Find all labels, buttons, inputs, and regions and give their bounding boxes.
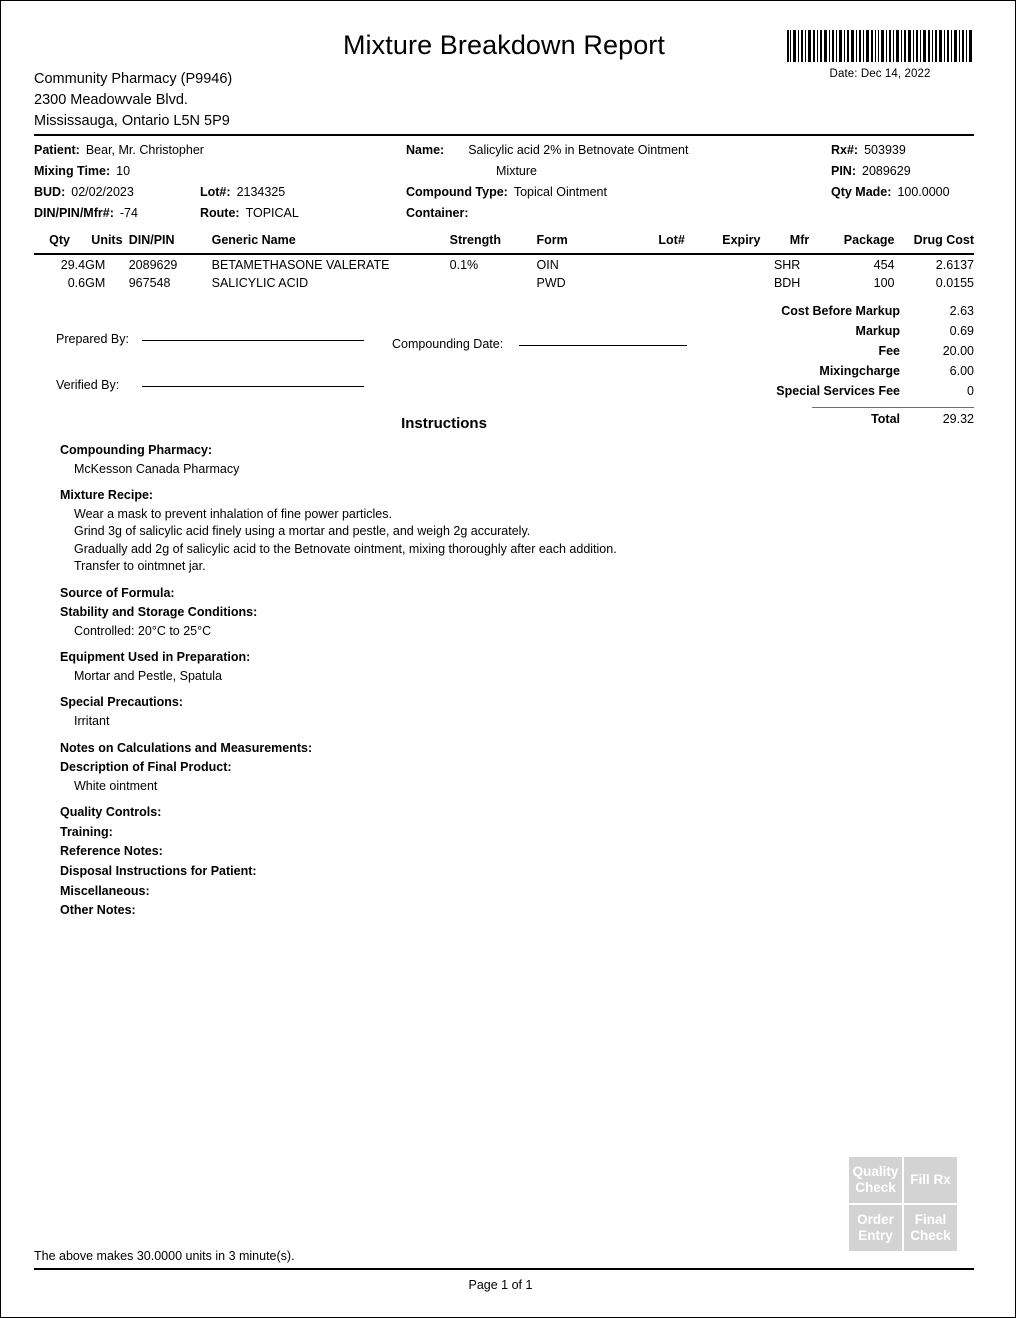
qty-made-field bbox=[831, 185, 950, 199]
cell-strength: 0.1% bbox=[449, 258, 479, 272]
info-row bbox=[34, 206, 974, 227]
bud-label: BUD: bbox=[34, 185, 66, 199]
din-pin-mfr-label: DIN/PIN/Mfr#: bbox=[34, 206, 114, 220]
total-divider bbox=[812, 407, 974, 408]
mixture-recipe-label: Mixture Recipe: bbox=[60, 488, 154, 503]
signature-area bbox=[34, 326, 734, 418]
route-label: Route: bbox=[200, 206, 240, 220]
compound-type-value: Topical Ointment bbox=[513, 185, 607, 199]
col-header-units: Units bbox=[91, 233, 123, 247]
training-label: Training: bbox=[60, 824, 113, 839]
col-header-drug-cost: Drug Cost bbox=[913, 233, 974, 247]
col-header-expiry: Expiry bbox=[722, 233, 761, 247]
footer-divider bbox=[34, 1268, 974, 1270]
table-header-row bbox=[34, 233, 974, 254]
cost-value: 20.00 bbox=[942, 344, 974, 358]
drug-ingredients-table bbox=[34, 233, 974, 291]
reference-notes-label: Reference Notes: bbox=[60, 844, 163, 859]
cell-form: PWD bbox=[536, 276, 566, 290]
cell-units: GM bbox=[85, 258, 106, 272]
quality-controls-label: Quality Controls: bbox=[60, 805, 162, 820]
spacer bbox=[60, 731, 760, 739]
cost-row bbox=[734, 364, 974, 384]
instructions-section bbox=[60, 441, 760, 921]
verified-by-label: Verified By: bbox=[56, 378, 120, 392]
cell-lot bbox=[634, 273, 708, 291]
cell-din-pin: 967548 bbox=[128, 276, 171, 290]
pin-label: PIN: bbox=[831, 164, 856, 178]
compound-type-label: Compound Type: bbox=[406, 185, 508, 199]
cell-qty: 0.6 bbox=[67, 276, 86, 290]
page-number: Page 1 of 1 bbox=[468, 1278, 533, 1292]
header-divider bbox=[34, 134, 974, 136]
pharmacy-address-block bbox=[34, 69, 232, 132]
mixture-recipe-line: Transfer to ointmnet jar. bbox=[74, 559, 206, 574]
cell-mfr: BDH bbox=[773, 276, 801, 290]
description-group bbox=[60, 758, 760, 795]
mixture-recipe-line: Grind 3g of salicylic acid finely using a mortar and pestle, and weigh 2g accurately. bbox=[74, 524, 531, 539]
barcode-area bbox=[786, 30, 974, 80]
pin-field bbox=[831, 164, 911, 178]
prescription-info bbox=[34, 143, 974, 227]
rx-value: 503939 bbox=[864, 143, 906, 157]
fill-rx-button[interactable]: Fill Rx bbox=[903, 1156, 958, 1204]
pin-value: 2089629 bbox=[862, 164, 911, 178]
notes-calculations-label: Notes on Calculations and Measurements: bbox=[60, 740, 313, 755]
cost-label: Mixingcharge bbox=[819, 364, 900, 378]
cell-expiry bbox=[709, 273, 774, 291]
equipment-value: Mortar and Pestle, Spatula bbox=[74, 668, 222, 683]
mixture-recipe-group bbox=[60, 486, 760, 576]
din-pin-mfr-value: -74 bbox=[119, 206, 138, 220]
mixture-recipe-line: Gradually add 2g of salicylic acid to the Betnovate ointment, mixing thoroughly after each addition. bbox=[74, 541, 617, 556]
cell-drug-cost: 2.6137 bbox=[935, 258, 974, 272]
compounding-pharmacy-group bbox=[60, 441, 760, 478]
rx-field bbox=[831, 143, 906, 157]
disposal-instructions-label: Disposal Instructions for Patient: bbox=[60, 864, 257, 879]
bud-field bbox=[34, 185, 134, 199]
miscellaneous-label: Miscellaneous: bbox=[60, 883, 150, 898]
bud-value: 02/02/2023 bbox=[71, 185, 134, 199]
prepared-by-label: Prepared By: bbox=[56, 332, 129, 346]
cell-lot bbox=[634, 254, 708, 273]
cell-form: OIN bbox=[536, 258, 559, 272]
source-of-formula-group bbox=[60, 584, 760, 604]
stability-group bbox=[60, 603, 760, 640]
spacer bbox=[60, 478, 760, 486]
pharmacy-city: Mississauga, Ontario L5N 5P9 bbox=[34, 113, 230, 129]
total-value: 29.32 bbox=[942, 412, 974, 426]
description-label: Description of Final Product: bbox=[60, 760, 232, 775]
din-pin-mfr-field bbox=[34, 206, 138, 220]
page-title: Mixture Breakdown Report bbox=[342, 30, 666, 60]
col-header-mfr: Mfr bbox=[789, 233, 810, 247]
cost-row bbox=[734, 384, 974, 404]
col-header-generic-name: Generic Name bbox=[211, 233, 296, 247]
quality-check-button[interactable]: Quality Check bbox=[848, 1156, 903, 1204]
cost-row bbox=[734, 344, 974, 364]
name-value-2: Mixture bbox=[496, 164, 537, 178]
info-row bbox=[34, 164, 974, 185]
stability-label: Stability and Storage Conditions: bbox=[60, 605, 258, 620]
col-header-form: Form bbox=[536, 233, 568, 247]
cost-label: Special Services Fee bbox=[776, 384, 900, 398]
cost-value: 0.69 bbox=[949, 324, 974, 338]
cell-qty: 29.4 bbox=[60, 258, 86, 272]
cost-summary bbox=[734, 304, 974, 432]
container-field bbox=[406, 206, 475, 220]
cell-package: 100 bbox=[873, 276, 895, 290]
lot-label: Lot#: bbox=[200, 185, 231, 199]
prepared-by-input[interactable] bbox=[142, 326, 364, 341]
col-header-strength: Strength bbox=[449, 233, 502, 247]
name-value: Salicylic acid 2% in Betnovate Ointment bbox=[468, 143, 689, 157]
workflow-check-grid bbox=[848, 1156, 960, 1252]
route-value: TOPICAL bbox=[245, 206, 299, 220]
pharmacy-name: Community Pharmacy (P9946) bbox=[34, 71, 233, 87]
table-row bbox=[34, 254, 974, 273]
workflow-check-row bbox=[848, 1204, 960, 1252]
workflow-check-row bbox=[848, 1156, 960, 1204]
cell-mfr: SHR bbox=[773, 258, 801, 272]
compounding-pharmacy-value: McKesson Canada Pharmacy bbox=[74, 461, 240, 476]
verified-by-input[interactable] bbox=[142, 372, 364, 387]
signature-row bbox=[34, 372, 734, 418]
name-label: Name: bbox=[406, 143, 445, 157]
cell-drug-cost: 0.0155 bbox=[935, 276, 974, 290]
cell-din-pin: 2089629 bbox=[128, 258, 178, 272]
report-date: Date: Dec 14, 2022 bbox=[829, 68, 931, 80]
col-header-din-pin: DIN/PIN bbox=[128, 233, 175, 247]
compounding-date-label: Compounding Date: bbox=[392, 337, 504, 351]
cost-label: Cost Before Markup bbox=[781, 304, 900, 318]
rx-label: Rx#: bbox=[831, 143, 859, 157]
special-precautions-value: Irritant bbox=[74, 714, 110, 729]
cell-units: GM bbox=[85, 276, 106, 290]
cost-value: 2.63 bbox=[949, 304, 974, 318]
signature-row bbox=[34, 326, 734, 372]
cost-label: Fee bbox=[878, 344, 900, 358]
pharmacy-street: 2300 Meadowvale Blvd. bbox=[34, 92, 188, 108]
barcode-icon bbox=[786, 30, 974, 62]
table-body bbox=[34, 254, 974, 291]
patient-label: Patient: bbox=[34, 143, 80, 157]
cell-expiry bbox=[709, 254, 774, 273]
mixture-recipe-line: Wear a mask to prevent inhalation of fine power particles. bbox=[74, 506, 392, 521]
stability-value: Controlled: 20°C to 25°C bbox=[74, 623, 212, 638]
mixing-time-field bbox=[34, 164, 130, 178]
compounding-pharmacy-label: Compounding Pharmacy: bbox=[60, 443, 213, 457]
cell-package: 454 bbox=[873, 258, 895, 272]
col-header-lot: Lot# bbox=[658, 233, 685, 247]
footer-note: The above makes 30.0000 units in 3 minute(s). bbox=[34, 1249, 295, 1263]
equipment-group bbox=[60, 648, 760, 685]
spacer bbox=[60, 576, 760, 584]
patient-value: Bear, Mr. Christopher bbox=[85, 143, 204, 157]
order-entry-button[interactable]: Order Entry bbox=[848, 1204, 903, 1252]
cost-value: 0 bbox=[967, 384, 974, 398]
table-row bbox=[34, 273, 974, 291]
mixing-time-value: 10 bbox=[116, 164, 131, 178]
qty-made-value: 100.0000 bbox=[897, 185, 950, 199]
container-label: Container: bbox=[406, 206, 469, 220]
special-precautions-group bbox=[60, 693, 760, 730]
patient-field bbox=[34, 143, 204, 157]
spacer bbox=[60, 640, 760, 648]
instructions-heading: Instructions bbox=[401, 415, 487, 432]
notes-calculations-group bbox=[60, 739, 760, 759]
description-value: White ointment bbox=[74, 778, 158, 793]
qty-made-label: Qty Made: bbox=[831, 185, 892, 199]
compounding-date-input[interactable] bbox=[519, 331, 687, 346]
info-row bbox=[34, 185, 974, 206]
info-row bbox=[34, 143, 974, 164]
mixing-time-label: Mixing Time: bbox=[34, 164, 111, 178]
special-precautions-label: Special Precautions: bbox=[60, 695, 183, 710]
col-header-package: Package bbox=[843, 233, 895, 247]
spacer bbox=[60, 685, 760, 693]
table-header bbox=[34, 233, 974, 254]
route-field bbox=[200, 206, 299, 220]
cell-generic-name: SALICYLIC ACID bbox=[211, 276, 309, 290]
lot-field bbox=[200, 185, 285, 199]
source-of-formula-label: Source of Formula: bbox=[60, 585, 175, 600]
page-content bbox=[34, 1, 974, 1317]
other-notes-label: Other Notes: bbox=[60, 903, 136, 918]
final-check-button[interactable]: Final Check bbox=[903, 1204, 958, 1252]
col-header-qty: Qty bbox=[49, 233, 70, 247]
cost-value: 6.00 bbox=[949, 364, 974, 378]
total-label: Total bbox=[871, 412, 900, 426]
compound-type-field bbox=[406, 185, 607, 199]
name-field bbox=[406, 143, 688, 157]
cell-generic-name: BETAMETHASONE VALERATE bbox=[211, 258, 390, 272]
cost-label: Markup bbox=[855, 324, 900, 338]
spacer bbox=[60, 795, 760, 803]
cell-strength bbox=[450, 273, 537, 291]
cost-row bbox=[734, 304, 974, 324]
cost-row bbox=[734, 324, 974, 344]
lot-value: 2134325 bbox=[236, 185, 286, 199]
equipment-label: Equipment Used in Preparation: bbox=[60, 650, 251, 665]
